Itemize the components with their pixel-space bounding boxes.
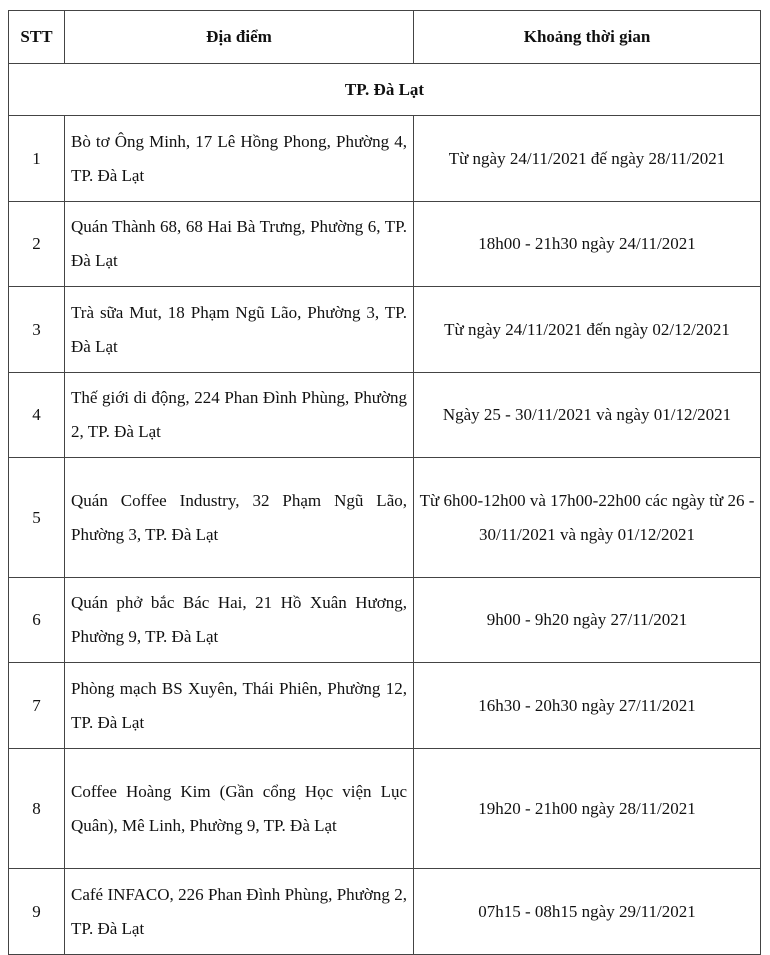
- group-row: [9, 64, 761, 116]
- row-stt: 7: [9, 663, 65, 749]
- row-time: 9h00 - 9h20 ngày 27/11/2021: [414, 578, 761, 663]
- row-stt: 2: [9, 202, 65, 287]
- row-place: Quán phở bắc Bác Hai, 21 Hồ Xuân Hương, Phường 9, TP. Đà Lạt: [65, 578, 414, 663]
- row-time: 07h15 - 08h15 ngày 29/11/2021: [414, 869, 761, 955]
- locations-table: [8, 10, 761, 955]
- header-row: [9, 11, 761, 64]
- table-row: [9, 749, 761, 869]
- row-place: Coffee Hoàng Kim (Gần cổng Học viện Lục Quân), Mê Linh, Phường 9, TP. Đà Lạt: [65, 749, 414, 869]
- group-title: TP. Đà Lạt: [9, 64, 761, 116]
- table-row: [9, 202, 761, 287]
- row-place: Bò tơ Ông Minh, 17 Lê Hồng Phong, Phường 4, TP. Đà Lạt: [65, 116, 414, 202]
- row-place: Quán Coffee Industry, 32 Phạm Ngũ Lão, Phường 3, TP. Đà Lạt: [65, 458, 414, 578]
- table-row: [9, 287, 761, 373]
- row-stt: 6: [9, 578, 65, 663]
- row-stt: 4: [9, 373, 65, 458]
- row-stt: 5: [9, 458, 65, 578]
- table-row: [9, 663, 761, 749]
- row-stt: 1: [9, 116, 65, 202]
- row-time: 18h00 - 21h30 ngày 24/11/2021: [414, 202, 761, 287]
- row-place: Quán Thành 68, 68 Hai Bà Trưng, Phường 6, TP. Đà Lạt: [65, 202, 414, 287]
- row-place: Trà sữa Mut, 18 Phạm Ngũ Lão, Phường 3, TP. Đà Lạt: [65, 287, 414, 373]
- row-time: 16h30 - 20h30 ngày 27/11/2021: [414, 663, 761, 749]
- row-place: Phòng mạch BS Xuyên, Thái Phiên, Phường 12, TP. Đà Lạt: [65, 663, 414, 749]
- table-row: [9, 116, 761, 202]
- row-place: Café INFACO, 226 Phan Đình Phùng, Phường 2, TP. Đà Lạt: [65, 869, 414, 955]
- table-row: [9, 578, 761, 663]
- row-time: Từ ngày 24/11/2021 đến ngày 02/12/2021: [414, 287, 761, 373]
- table-row: [9, 869, 761, 955]
- table-row: [9, 458, 761, 578]
- row-stt: 9: [9, 869, 65, 955]
- header-time: Khoảng thời gian: [414, 11, 761, 64]
- row-place: Thế giới di động, 224 Phan Đình Phùng, Phường 2, TP. Đà Lạt: [65, 373, 414, 458]
- table-row: [9, 373, 761, 458]
- row-time: 19h20 - 21h00 ngày 28/11/2021: [414, 749, 761, 869]
- row-stt: 8: [9, 749, 65, 869]
- row-time: Ngày 25 - 30/11/2021 và ngày 01/12/2021: [414, 373, 761, 458]
- row-time: Từ ngày 24/11/2021 đế ngày 28/11/2021: [414, 116, 761, 202]
- header-place: Địa điểm: [65, 11, 414, 64]
- header-stt: STT: [9, 11, 65, 64]
- row-stt: 3: [9, 287, 65, 373]
- row-time: Từ 6h00-12h00 và 17h00-22h00 các ngày từ 26 - 30/11/2021 và ngày 01/12/2021: [414, 458, 761, 578]
